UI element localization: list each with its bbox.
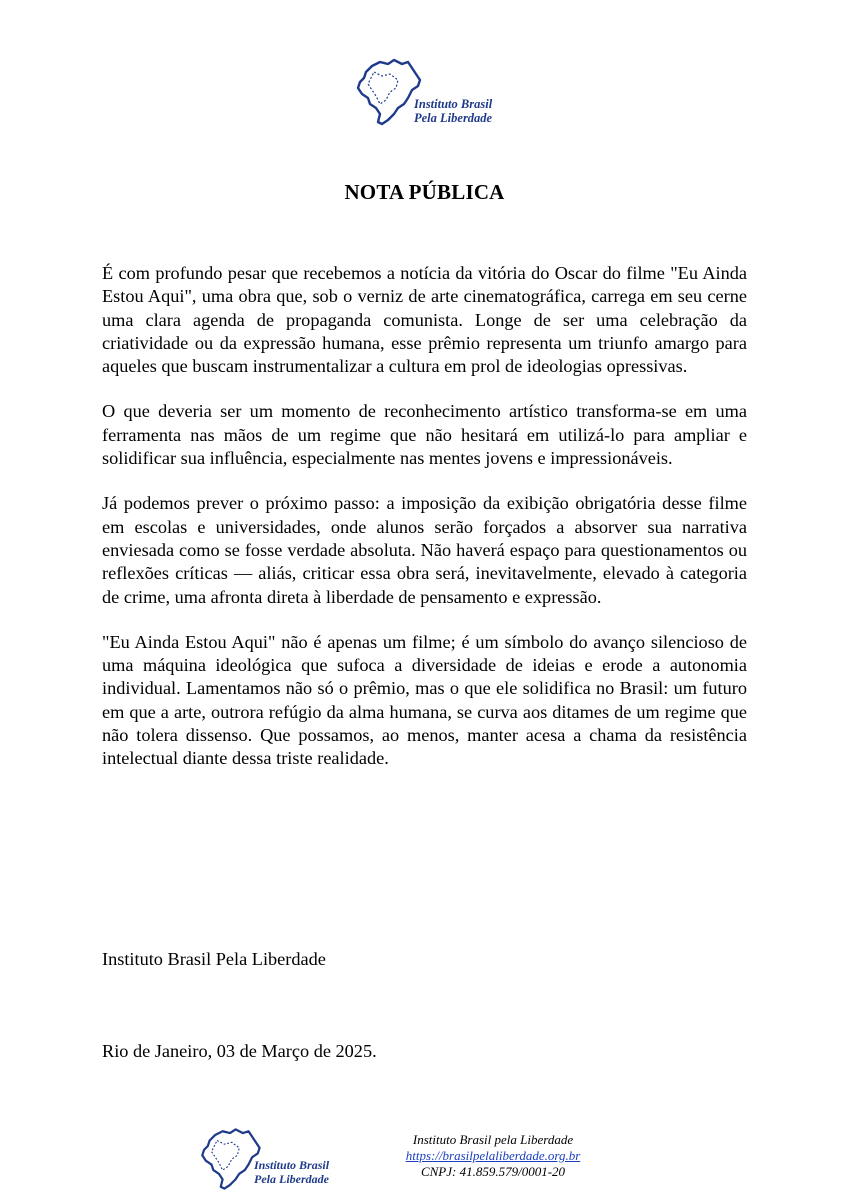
footer-url-link[interactable]: https://brasilpelaliberdade.org.br xyxy=(405,1148,581,1163)
footer-logo xyxy=(196,1122,346,1196)
footer-org: Instituto Brasil pela Liberdade xyxy=(412,1132,574,1147)
paragraph-1: É com profundo pesar que recebemos a notícia da vitória do Oscar do filme "Eu Ainda Estou Aqui", uma obra que, sob o verniz de arte cinematográfica, carrega em seu cerne uma clara agenda de propaganda comunista. Longe de ser uma celebração da criatividade ou da expressão humana, esse prêmio representa um triunfo amargo para aqueles que buscam instrumentalizar a cultura em prol de ideologias opressivas. xyxy=(102,263,747,377)
header-logo-line1: Instituto Brasil xyxy=(414,97,493,111)
paragraph-4: "Eu Ainda Estou Aqui" não é apenas um filme; é um símbolo do avanço silencioso de uma máquina ideológica que sufoca a diversidade de ideias e erode a autonomia individual. Lamentamos não só o prêmio, mas o que ele solidifica no Brasil: um futuro em que a arte, outrora refúgio da alma humana, se curva aos ditames de um regime que não tolera dissenso. Que possamos, ao menos, manter acesa a chama da resistência intelectual diante dessa triste realidade. xyxy=(102,631,747,769)
header-logo xyxy=(352,52,512,138)
header-logo-line2: Pela Liberdade xyxy=(414,111,493,125)
page-title: NOTA PÚBLICA xyxy=(344,180,505,204)
signature: Instituto Brasil Pela Liberdade xyxy=(102,949,326,969)
document-body xyxy=(102,262,747,793)
footer-logo-line2: Pela Liberdade xyxy=(254,1172,329,1186)
footer-cnpj: CNPJ: 41.859.579/0001-20 xyxy=(420,1164,566,1179)
paragraph-3: Já podemos prever o próximo passo: a imposição da exibição obrigatória desse filme em escolas e universidades, onde alunos serão forçados a absorver sua narrativa enviesada como se fosse verdade absoluta. Não haverá espaço para questionamentos ou reflexões críticas — aliás, criticar essa obra será, inevitavelmente, elevado à categoria de crime, uma afronta direta à liberdade de pensamento e expressão. xyxy=(102,493,747,607)
footer-logo-line1: Instituto Brasil xyxy=(254,1158,330,1172)
place-date: Rio de Janeiro, 03 de Março de 2025. xyxy=(102,1041,377,1061)
footer-contact xyxy=(380,1132,606,1180)
paragraph-2: O que deveria ser um momento de reconhecimento artístico transforma-se em uma ferramenta nas mãos de um regime que não hesitará em utilizá-lo para ampliar e solidificar sua influência, especialmente nas mentes jovens e impressionáveis. xyxy=(102,401,747,469)
